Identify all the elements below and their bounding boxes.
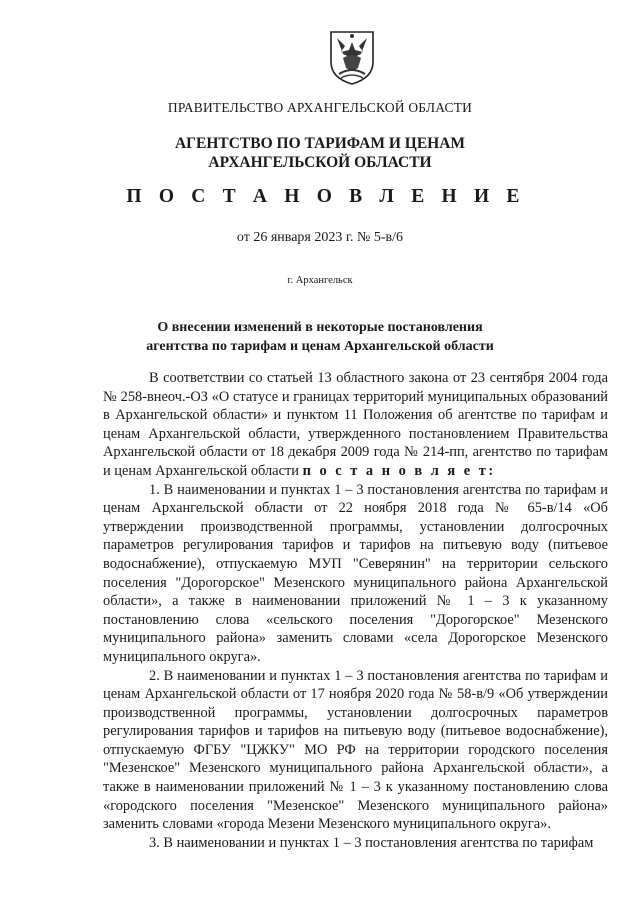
coat-of-arms-icon [327,28,377,86]
subject-line2: агентства по тарифам и ценам Архангельской области [146,339,494,354]
date-number: от 26 января 2023 г. № 5-в/6 [236,230,404,245]
item-1-paragraph: 1. В наименовании и пунктах 1 – 3 постановления агентства по тарифам и ценам Архангельской области от 22 ноября 2018 года № 65-в/14 «Об утверждении производственной программы, установлении долгосрочных параметров регулирования тарифов и тарифов на питьевую воду (питьевое водоснабжение), отпускаемую МУП "Северянин" на территории сельского поселения "Дорогорское" Мезенского муниципального района Архангельской области», а также в наименовании приложений № 1 – 3 к указанному постановлению слова «сельского поселения "Дорогорское" Мезенского муниципального района» заменить словами «села Дорогорское Мезенского муниципального округа». [103,481,608,665]
city-label: г. Архангельск [287,275,353,286]
subject-heading [0,318,640,356]
resolves-keyword: п о с т а н о в л я е т: [302,462,496,479]
preamble-text: В соответствии со статьей 13 областного закона от 23 сентября 2004 года № 258-внеоч.-ОЗ «О статусе и границах территорий муниципальных образований в Архангельской области» и пунктом 11 Положения об агентстве по тарифам и ценам Архангельской области, утвержденного постановлением Правительства Архангельской области от 18 декабря 2009 года № 214-пп, агентство по тарифам и ценам Архангельской области [103,370,608,479]
agency-title [0,134,640,172]
document-body [103,369,608,852]
document-type-title: П О С Т А Н О В Л Е Н И Е [126,186,526,207]
government-title: ПРАВИТЕЛЬСТВО АРХАНГЕЛЬСКОЙ ОБЛАСТИ [167,100,473,115]
subject-line1: О внесении изменений в некоторые постановления [157,320,483,335]
item-3-paragraph: 3. В наименовании и пунктах 1 – 3 постановления агентства по тарифам [149,834,594,851]
agency-title-line1: АГЕНТСТВО ПО ТАРИФАМ И ЦЕНАМ [174,135,466,152]
item-2-paragraph: 2. В наименовании и пунктах 1 – 3 постановления агентства по тарифам и ценам Архангельской области от 17 ноября 2020 года № 58-в/9 «Об утверждении производственной программы, установлении долгосрочных параметров регулирования тарифов и тарифов на питьевую воду (питьевое водоснабжение), отпускаемую ФГБУ "ЦЖКУ" МО РФ на территории городского поселения "Мезенское" Мезенского муниципального района Архангельской области», а также в наименовании приложений № 1 – 3 к указанному постановлению слова «городского поселения "Мезенское" Мезенского муниципального района» заменить словами «города Мезени Мезенского муниципального округа». [103,667,608,833]
agency-title-line2: АРХАНГЕЛЬСКОЙ ОБЛАСТИ [208,154,432,171]
preamble-paragraph [103,369,608,481]
